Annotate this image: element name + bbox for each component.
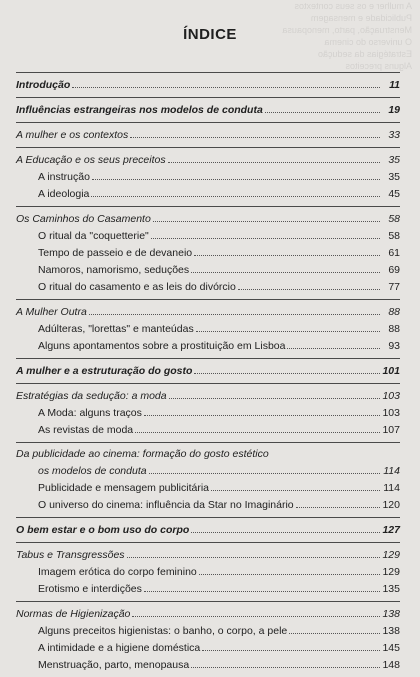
toc-entry[interactable]: [16, 210, 400, 227]
toc-page-number: 61: [388, 247, 400, 259]
dot-leader: [144, 404, 380, 416]
dot-leader: [91, 185, 380, 197]
toc-page-number: 58: [388, 230, 400, 242]
toc-entry[interactable]: [16, 462, 400, 479]
toc-entry-title: Namoros, namorismo, seduções: [38, 264, 190, 276]
toc-entry[interactable]: [16, 261, 400, 278]
toc-entry-title: os modelos de conduta: [38, 465, 147, 477]
show-through-line: Publicidade e mensagem: [310, 13, 412, 23]
toc-page-number: 114: [383, 482, 400, 494]
toc-entry-title: Da publicidade ao cinema: formação do gosto estético: [16, 448, 269, 460]
toc-page-number: 103: [382, 407, 400, 419]
toc-page-number: 45: [388, 188, 400, 200]
dot-leader: [202, 639, 380, 651]
toc-section: [16, 358, 400, 379]
dot-leader: [191, 521, 380, 533]
toc-page-number: 101: [382, 365, 400, 377]
dot-leader: [238, 278, 380, 290]
toc-entry-title: A instrução: [38, 171, 90, 183]
toc-section: [16, 122, 400, 143]
toc-page-number: 88: [388, 323, 400, 335]
toc-page-number: 107: [382, 424, 400, 436]
toc-entry-title: Publicidade e mensagem publicitária: [38, 482, 210, 494]
toc-entry[interactable]: [16, 320, 400, 337]
toc-page-number: 135: [382, 583, 400, 595]
show-through-line: O universo do cinema: [324, 37, 412, 47]
toc-entry-title: Tempo de passeio e de devaneio: [38, 247, 193, 259]
toc-page-number: 11: [389, 79, 400, 91]
toc-section: [16, 206, 400, 295]
dot-leader: [199, 563, 380, 575]
toc-page-number: 33: [388, 129, 400, 141]
toc-entry-title: Estratégias da sedução: a moda: [16, 390, 167, 402]
toc-entry-title: Adúlteras, "lorettas" e manteúdas: [38, 323, 194, 335]
toc-entry[interactable]: [16, 479, 400, 496]
show-through-line: Alguns preceitos: [345, 61, 412, 71]
toc-entry-title: Erotismo e interdições: [38, 583, 142, 595]
toc-page-number: 19: [388, 104, 400, 116]
dot-leader: [169, 387, 380, 399]
toc-page-number: 88: [388, 306, 400, 318]
toc-entry-title: A Educação e os seus preceitos: [16, 154, 166, 166]
dot-leader: [289, 622, 380, 634]
toc-entry[interactable]: [16, 185, 400, 202]
dot-leader: [265, 101, 380, 113]
toc-entry[interactable]: [16, 168, 400, 185]
toc-entry[interactable]: [16, 622, 400, 639]
toc-entry-title: A mulher e os contextos: [16, 129, 129, 141]
toc-page-number: 103: [382, 390, 400, 402]
toc-section: [16, 147, 400, 202]
dot-leader: [168, 151, 380, 163]
toc-section: [16, 299, 400, 354]
dot-leader: [287, 337, 380, 349]
dot-leader: [92, 168, 380, 180]
toc-entry[interactable]: [16, 278, 400, 295]
toc-page-number: 35: [388, 171, 400, 183]
toc-entry-title: A Moda: alguns traços: [38, 407, 142, 419]
dot-leader: [89, 303, 380, 315]
toc-entry[interactable]: [16, 639, 400, 656]
dot-leader: [149, 462, 380, 474]
dot-leader: [191, 656, 380, 668]
toc-page-number: 35: [388, 154, 400, 166]
toc-entry[interactable]: [16, 227, 400, 244]
dot-leader: [211, 479, 380, 491]
toc-page-number: 120: [382, 499, 400, 511]
toc-page-number: 129: [382, 549, 400, 561]
toc-entry[interactable]: [16, 244, 400, 261]
show-through-line: Menstruação, parto, menopausa: [282, 25, 412, 35]
toc-entry[interactable]: [16, 563, 400, 580]
show-through-line: A mulher e os seus contextos: [294, 1, 412, 11]
toc-page-number: 114: [383, 465, 400, 477]
toc-section: [16, 601, 400, 673]
dot-leader: [191, 261, 380, 273]
dot-leader: [194, 362, 380, 374]
toc-page-number: 77: [388, 281, 400, 293]
dot-leader: [296, 496, 380, 508]
toc-entry[interactable]: [16, 546, 400, 563]
toc-entry[interactable]: [16, 337, 400, 354]
toc-entry-title: A ideologia: [38, 188, 90, 200]
toc-entry[interactable]: [16, 580, 400, 597]
toc-entry-title: O ritual do casamento e as leis do divórcio: [38, 281, 236, 293]
dot-leader: [153, 210, 380, 222]
toc-page-number: 138: [382, 608, 400, 620]
dot-leader: [144, 580, 380, 592]
toc-page-number: 148: [382, 659, 400, 671]
toc-page-number: 138: [382, 625, 400, 637]
toc-section: [16, 97, 400, 118]
toc-entry[interactable]: [16, 446, 400, 462]
toc-section: [16, 542, 400, 597]
toc-section: [16, 72, 400, 93]
toc-entry[interactable]: [16, 76, 400, 93]
dot-leader: [135, 421, 380, 433]
dot-leader: [132, 605, 380, 617]
toc-entry-title: Introdução: [16, 79, 71, 91]
toc-entry[interactable]: [16, 496, 400, 513]
dot-leader: [127, 546, 380, 558]
toc-page-number: 58: [388, 213, 400, 225]
toc-entry-title: Imagem erótica do corpo feminino: [38, 566, 197, 578]
toc-entry-title: As revistas de moda: [38, 424, 134, 436]
toc-entry[interactable]: [16, 303, 400, 320]
toc-entry[interactable]: [16, 362, 400, 379]
toc-entry-title: A intimidade e a higiene doméstica: [38, 642, 201, 654]
toc-entry-title: O ritual da "coquetterie": [38, 230, 149, 242]
toc-entry-title: Os Caminhos do Casamento: [16, 213, 151, 225]
toc-entry-title: Alguns apontamentos sobre a prostituição em Lisboa: [38, 340, 286, 352]
dot-leader: [151, 227, 380, 239]
toc-entry-title: O universo do cinema: influência da Star no Imaginário: [38, 499, 294, 511]
toc-entry-title: Alguns preceitos higienistas: o banho, o corpo, a pele: [38, 625, 288, 637]
toc-section: [16, 517, 400, 538]
toc-section: [16, 442, 400, 513]
toc-entry[interactable]: [16, 404, 400, 421]
toc-page-number: 145: [382, 642, 400, 654]
toc-page-number: 127: [382, 524, 400, 536]
toc-entry[interactable]: [16, 387, 400, 404]
toc-entry-title: A mulher e a estruturação do gosto: [16, 365, 193, 377]
toc-entry[interactable]: [16, 521, 400, 538]
toc-entry-title: O bem estar e o bom uso do corpo: [16, 524, 190, 536]
dot-leader: [194, 244, 380, 256]
toc-entry[interactable]: [16, 101, 400, 118]
toc-page-number: 129: [382, 566, 400, 578]
toc-entry-title: Normas de Higienização: [16, 608, 131, 620]
show-through-line: Estratégias da sedução: [317, 49, 412, 59]
toc-entry-title: A Mulher Outra: [16, 306, 87, 318]
toc-entry-title: Influências estrangeiras nos modelos de conduta: [16, 104, 263, 116]
dot-leader: [196, 320, 380, 332]
page-title: ÍNDICE: [183, 26, 237, 43]
toc-entry[interactable]: [16, 151, 400, 168]
dot-leader: [72, 76, 380, 88]
toc-entry[interactable]: [16, 421, 400, 438]
toc-page-number: 69: [388, 264, 400, 276]
toc-entry-title: Menstruação, parto, menopausa: [38, 659, 190, 671]
table-of-contents: [16, 72, 400, 677]
dot-leader: [130, 126, 380, 138]
toc-entry[interactable]: [16, 126, 400, 143]
toc-entry-title: Tabus e Transgressões: [16, 549, 125, 561]
toc-page-number: 93: [388, 340, 400, 352]
toc-entry[interactable]: [16, 605, 400, 622]
toc-entry[interactable]: [16, 656, 400, 673]
toc-section: [16, 383, 400, 438]
